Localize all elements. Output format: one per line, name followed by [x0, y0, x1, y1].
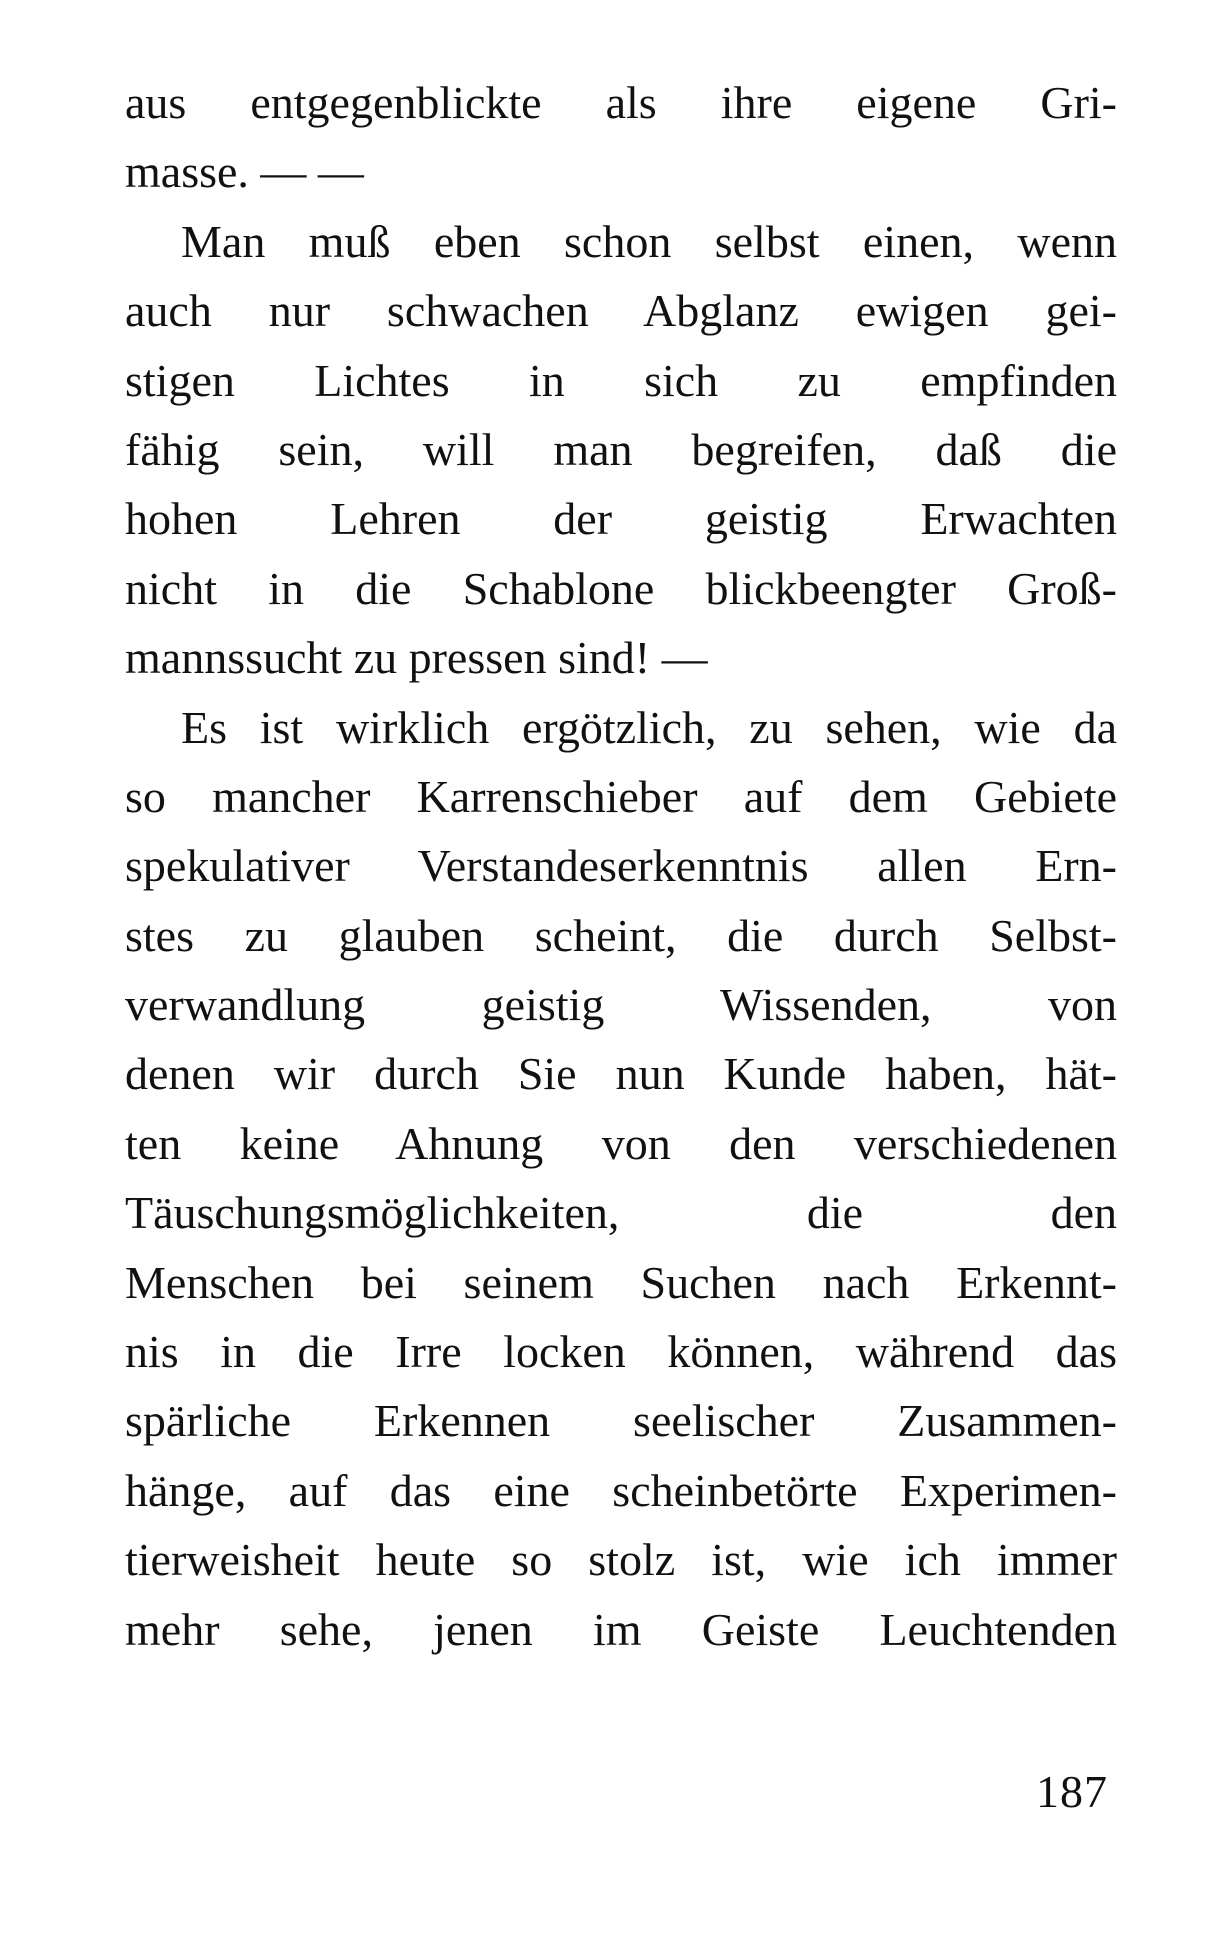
- text-line: aus entgegenblickte als ihre eigene Gri-: [125, 77, 1117, 128]
- text-line: fähig sein, will man begreifen, daß die: [125, 423, 1117, 475]
- paragraph-start-line: Man muß eben schon selbst einen, wenn: [181, 215, 1117, 267]
- text-line: auch nur schwachen Abglanz ewigen gei-: [125, 285, 1117, 337]
- text-line: Menschen bei seinem Suchen nach Erkennt-: [125, 1256, 1117, 1308]
- page-number: 187: [1036, 1766, 1108, 1817]
- text-line: spärliche Erkennen seelischer Zusammen-: [125, 1395, 1117, 1447]
- text-line: so mancher Karrenschieber auf dem Gebiete: [125, 770, 1117, 822]
- text-line: spekulativer Verstandeserkenntnis allen Ern-: [125, 840, 1117, 892]
- text-line: tierweisheit heute so stolz ist, wie ich immer: [125, 1534, 1117, 1586]
- text-line: verwandlung geistig Wissenden, von: [125, 979, 1117, 1031]
- body-text: [125, 68, 1117, 1664]
- text-line: hohen Lehren der geistig Erwachten: [125, 493, 1117, 545]
- text-line: Täuschungsmöglichkeiten, die den: [125, 1187, 1117, 1239]
- text-line: nicht in die Schablone blickbeengter Groß-: [125, 562, 1117, 614]
- text-line: masse. — —: [125, 146, 364, 198]
- text-line: mannssucht zu pressen sind! —: [125, 632, 708, 684]
- text-line: stes zu glauben scheint, die durch Selbst-: [125, 909, 1117, 961]
- paragraph-start-line: Es ist wirklich ergötzlich, zu sehen, wie da: [181, 701, 1117, 753]
- text-line: mehr sehe, jenen im Geiste Leuchtenden: [125, 1603, 1117, 1655]
- text-line: stigen Lichtes in sich zu empfinden: [125, 354, 1117, 406]
- text-line: denen wir durch Sie nun Kunde haben, hät-: [125, 1048, 1117, 1100]
- text-line: nis in die Irre locken können, während das: [125, 1326, 1117, 1378]
- text-line: hänge, auf das eine scheinbetörte Experimen-: [125, 1464, 1117, 1516]
- text-line: ten keine Ahnung von den verschiedenen: [125, 1117, 1117, 1169]
